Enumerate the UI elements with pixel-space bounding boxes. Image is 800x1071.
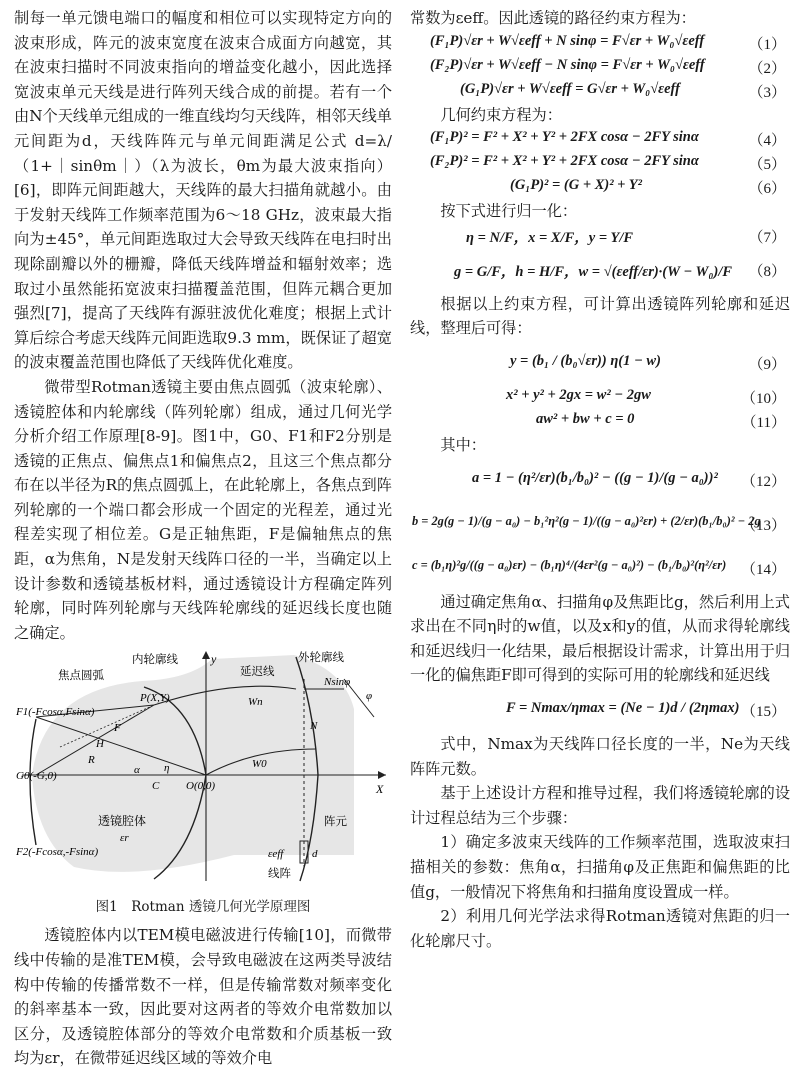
equation-11-body: aw² + bw + c = 0 <box>536 410 635 427</box>
label-h: H <box>96 738 104 751</box>
equation-12-body: a = 1 − (η²/εr)(b₁/b₀)² − ((g − 1)/(g − a₀))² <box>472 469 718 486</box>
equation-6 <box>410 175 790 199</box>
equation-2-body: (F₂P)√εr + W√εeff − N sinφ = F√εr + W₀√εeff <box>430 56 705 73</box>
equation-7-body: η = N/F，x = X/F，y = Y/F <box>466 229 634 246</box>
label-line: 线阵 <box>268 868 291 881</box>
label-y-axis: y <box>211 652 217 667</box>
equation-7 <box>410 224 790 248</box>
label-cavity: 透镜腔体 <box>98 814 147 829</box>
equation-8-body: g = G/F，h = H/F，w = √(εeff/εr)·(W − W₀)/F <box>454 263 733 280</box>
equation-10 <box>410 385 790 409</box>
paragraph-step-1: 1）确定多波束天线阵的工作频率范围，选取波束扫描相关的参数：焦角α，扫描角φ及正焦距和偏焦距的比值g，一般情况下将焦角和扫描角度设置成一样。 <box>410 833 790 901</box>
left-column <box>14 6 392 1071</box>
equation-11-number: （11） <box>741 414 786 431</box>
equation-12-number: （12） <box>740 473 786 490</box>
paragraph-array-spacing: 制每一单元馈电端口的幅度和相位可以实现特定方向的波束形成，阵元的波束宽度在波束合成面方向越宽，其在波束扫描时不同波束指向的增益变化越小，因此选择宽波束单元天线是进行阵列天线合成的前提。若有一个由N个天线单元组成的一维直线均匀天线阵，相邻天线单元间距为d，天线阵阵元与单元间距满足公式 d=λ/（1+｜sinθm｜）（λ为波长，θm为最大波束指向）[6]，即阵元间距越大，天线阵的最大扫描角就越小。由于发射天线阵工作频率范围为6～18 GHz，波束最大指向为±45°，单元间距选取过大会导致天线阵在电扫时出现除副瓣以外的栅瓣，降低天线阵增益和辐射效率；选取过小虽然能拓宽波束扫描覆盖范围，但阵元耦合更加强烈[7]，提高了天线阵有源驻波优化难度；根据上式计算后综合考虑天线阵元间距选取9.3 mm，既保证了超宽的波束覆盖范围也降低了天线阵优化难度。 <box>14 9 392 372</box>
label-d: d <box>312 848 318 861</box>
label-f: F <box>114 722 121 735</box>
equation-13-body: b = 2g(g − 1)/(g − a₀) − b₁²η²(g − 1)/((g − a₀)²εr) + (2/εr)(b₁/b₀)² − 2g <box>412 513 761 528</box>
equation-8-number: （8） <box>748 263 786 280</box>
label-x-axis: X <box>376 782 384 797</box>
equation-3 <box>410 79 790 103</box>
equation-4 <box>410 127 790 151</box>
paragraph-nmax-definition: 式中，Nmax为天线阵口径长度的一半，Ne为天线阵阵元数。 <box>410 734 790 778</box>
label-phi: φ <box>366 690 373 703</box>
equation-5-body: (F₂P)² = F² + X² + Y² + 2FX cosα − 2FY sinα <box>430 153 699 170</box>
equation-6-body: (G₁P)² = (G + X)² + Y² <box>510 177 643 194</box>
label-f2: F2(-Fcosα,-Fsinα) <box>16 846 99 859</box>
label-f1: F1(-Fcosα,Fsinα) <box>16 706 95 719</box>
rotman-lens-diagram <box>14 649 392 885</box>
label-eta: η <box>164 762 170 775</box>
figure-rotman-lens <box>14 649 392 915</box>
label-c: C <box>152 780 160 793</box>
label-origin: O(0,0) <box>186 780 216 793</box>
equation-1-body: (F₁P)√εr + W√εeff + N sinφ = F√εr + W₀√εeff <box>430 32 705 49</box>
geometry-constraint-label: 几何约束方程为： <box>440 105 562 124</box>
label-er: εr <box>120 832 129 845</box>
equation-9-body: y = (b₁ / (b₀√εr)) η(1 − w) <box>510 352 661 369</box>
label-delay-line: 延迟线 <box>240 666 275 679</box>
equation-9-number: （9） <box>748 356 786 373</box>
equation-10-body: x² + y² + 2gx = w² − 2gw <box>506 386 651 403</box>
paragraph-procedure: 通过确定焦角α、扫描角φ及焦距比g，然后利用上式求出在不同η时的w值，以及x和y的值，从而求得轮廓线和延迟线归一化结果，最后根据设计需求，计算出用于归一化的偏焦距F即可得到的实际可用的轮廓线和延迟线 <box>410 592 790 685</box>
equation-13 <box>410 502 790 546</box>
label-focal-arc: 焦点圆弧 <box>58 670 104 683</box>
equation-14 <box>410 546 790 590</box>
equation-14-number: （14） <box>740 561 786 578</box>
equation-7-number: （7） <box>748 229 786 246</box>
where-label: 其中： <box>440 435 486 454</box>
equation-4-number: （4） <box>748 133 786 150</box>
equation-1 <box>410 31 790 55</box>
paragraph-rotman-structure: 微带型Rotman透镜主要由焦点圆弧（波束轮廓）、透镜腔体和内轮廓线（阵列轮廓）组成，通过几何光学分析介绍工作原理[8-9]。图1中，G0、F1和F2分别是透镜的正焦点、偏焦点1和偏焦点2，且这三个焦点都分布在以半径为R的焦点圆弧上，在此轮廓上，各焦点到阵列轮廓的一个端口都会形成一个固定的光程差，通过光程差实现了相位差。G是正轴焦距，F是偏轴焦点的焦距，α为焦角，N是发射天线阵口径的一半，当确定以上设计参数和透镜基板材料，通过透镜设计方程确定阵列轮廓，同时阵列轮廓与天线阵轮廓线的延迟线长度也随之确定。 <box>14 377 392 642</box>
equation-14-body: c = (b₁η)²g/((g − a₀)εr) − (b₁η)⁴/(4εr²(g − a₀)²) − (b₁/b₀)²(η²/εr) <box>412 557 727 572</box>
equation-1-number: （1） <box>748 36 786 53</box>
label-w0: W0 <box>252 758 267 771</box>
label-inner-contour: 内轮廓线 <box>132 654 178 667</box>
equation-6-number: （6） <box>748 181 786 198</box>
label-array-element: 阵元 <box>324 816 347 829</box>
label-p: P(X,Y) <box>140 692 170 705</box>
equation-9 <box>410 341 790 385</box>
equation-12 <box>410 458 790 502</box>
label-alpha: α <box>134 764 140 777</box>
label-n: N <box>310 720 318 733</box>
equation-3-number: （3） <box>748 84 786 101</box>
y-axis-arrow <box>202 651 210 659</box>
paragraph-contour-result: 根据以上约束方程，可计算出透镜阵列轮廓和延迟线，整理后可得： <box>410 294 790 338</box>
paragraph-path-constraint-intro: 常数为εeff。因此透镜的路径约束方程为： <box>410 9 696 27</box>
equation-15-body: F = Nmax/ηmax = (Ne − 1)d / (2ηmax) <box>506 699 740 716</box>
normalization-label: 按下式进行归一化： <box>440 202 578 221</box>
equation-15-number: （15） <box>740 703 786 720</box>
equation-11 <box>410 409 790 433</box>
label-r: R <box>88 754 95 767</box>
right-column <box>410 6 790 953</box>
equation-5 <box>410 151 790 175</box>
label-g0: G0(-G,0) <box>16 770 57 783</box>
figure-caption: 图1 Rotman 透镜几何光学原理图 <box>95 899 311 916</box>
equation-3-body: (G₁P)√εr + W√εeff = G√εr + W₀√εeff <box>460 80 680 97</box>
equation-2 <box>410 55 790 79</box>
equation-2-number: （2） <box>748 60 786 77</box>
equation-13-number: （13） <box>740 517 786 534</box>
label-eeff: εeff <box>268 848 284 861</box>
paragraph-tem-mode: 透镜腔体内以TEM模电磁波进行传输[10]，而微带线中传输的是准TEM模，会导致电磁波在这两类导波结构中传输的传播常数不一样，但是传输常数对频率变化的斜率基本一致，因此要对这两者的等效介电常数加以区分，及透镜腔体部分的等效介电常数和介质基板一致均为εr，在微带延迟线区域的等效介电 <box>14 926 392 1068</box>
paragraph-step-2: 2）利用几何光学法求得Rotman透镜对焦距的归一化轮廓尺寸。 <box>410 907 790 950</box>
equation-4-body: (F₁P)² = F² + X² + Y² + 2FX cosα − 2FY sinα <box>430 129 699 146</box>
equation-10-number: （10） <box>740 390 786 407</box>
label-wn: Wn <box>248 696 263 709</box>
label-nsin: Nsinφ <box>324 676 351 689</box>
equation-8 <box>410 248 790 292</box>
paragraph-three-steps: 基于上述设计方程和推导过程，我们将透镜轮廓的设计过程总结为三个步骤： <box>410 784 790 827</box>
x-axis-arrow <box>378 771 386 779</box>
equation-15 <box>410 688 790 732</box>
label-outer-contour: 外轮廓线 <box>298 652 344 665</box>
equation-5-number: （5） <box>748 157 786 174</box>
